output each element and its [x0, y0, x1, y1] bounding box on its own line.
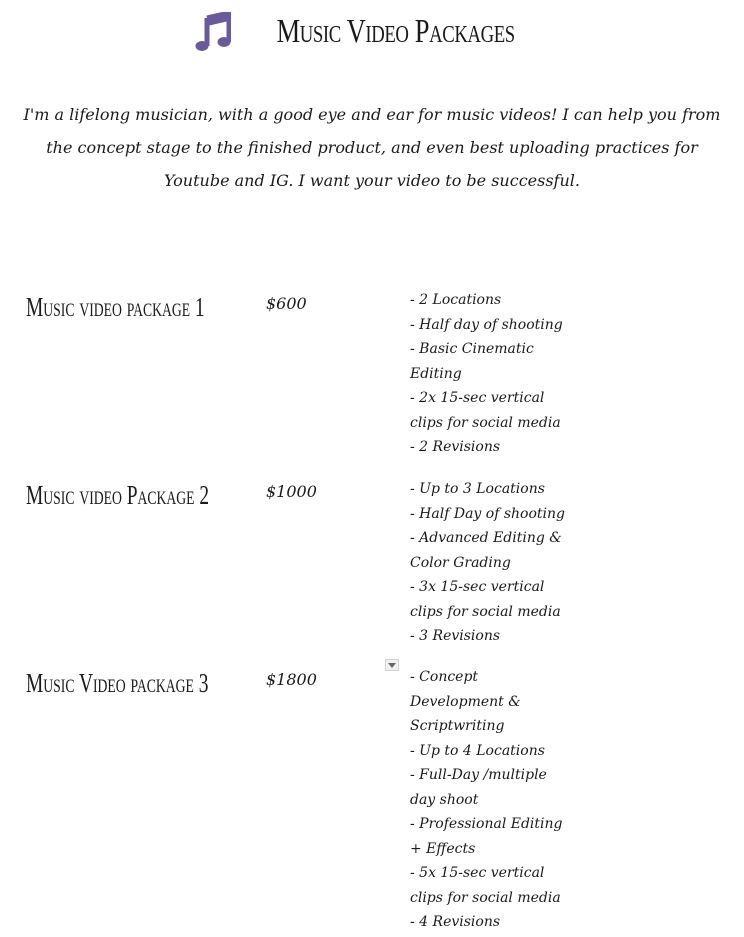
feature-item: - 3 Revisions	[410, 628, 501, 644]
feature-item: - 2 Revisions	[410, 439, 501, 455]
feature-item: - Concept Development & Scriptwriting	[410, 669, 521, 734]
package-price: $600	[266, 294, 307, 313]
music-note-icon	[195, 12, 231, 52]
package-price: $1000	[266, 482, 317, 501]
feature-item: - 2x 15-sec vertical clips for social media	[410, 390, 561, 431]
feature-item: - Full-Day /multiple day shoot	[410, 767, 547, 808]
dropdown-toggle-button[interactable]	[385, 659, 399, 671]
package-name: Music Video package 3	[26, 668, 209, 698]
feature-item: - 5x 15-sec vertical clips for social media	[410, 865, 561, 906]
feature-item: - Half day of shooting	[410, 316, 563, 333]
intro-text: I'm a lifelong musician, with a good eye and ear for music videos! I can help you from the concept stage to the finished product, and even best uploading practices for Youtube and IG. I want your video to be successful.	[23, 105, 721, 190]
page-title: Music Video Packages	[276, 13, 516, 50]
package-features	[410, 665, 575, 935]
chevron-down-icon	[388, 663, 396, 668]
feature-item: - Professional Editing + Effects	[410, 816, 563, 857]
package-name: Music video package 1	[26, 292, 205, 322]
package-features	[410, 477, 575, 649]
feature-item: - Up to 3 Locations	[410, 481, 545, 497]
package-price: $1800	[266, 670, 317, 689]
page-header	[0, 12, 744, 52]
package-name: Music video Package 2	[26, 480, 210, 510]
package-features	[410, 288, 575, 460]
feature-item: - Basic Cinematic Editing	[410, 341, 534, 382]
feature-item: - 4 Revisions	[410, 914, 501, 930]
feature-item: - 2 Locations	[410, 292, 502, 308]
feature-item: - Up to 4 Locations	[410, 742, 545, 759]
feature-item: - Half Day of shooting	[410, 505, 565, 522]
feature-item: - Advanced Editing & Color Grading	[410, 530, 562, 571]
feature-item: - 3x 15-sec vertical clips for social media	[410, 579, 561, 620]
